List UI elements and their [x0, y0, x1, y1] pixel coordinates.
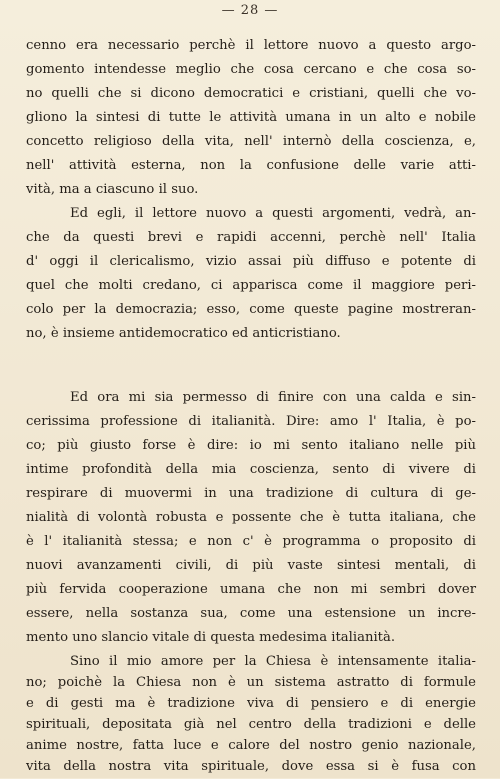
text-line: respirare di muovermi in una tradizione di cultura di ge- — [26, 486, 476, 501]
text-line: gliono la sintesi di tutte le attività umana in un alto e nobile — [26, 110, 476, 125]
text-line: è l' italianità stessa; e non c' è programma o proposito di — [26, 534, 476, 549]
text-line: no; poichè la Chiesa non è un sistema astratto di formule — [26, 675, 476, 690]
text-line: vità, ma a ciascuno il suo. — [26, 182, 199, 197]
text-line: Sino il mio amore per la Chiesa è intensamente italia- — [70, 654, 476, 669]
text-line: no quelli che si dicono democratici e cristiani, quelli che vo- — [26, 86, 476, 101]
text-line: colo per la democrazia; esso, come queste pagine mostreran- — [26, 302, 476, 317]
text-line: intime profondità della mia coscienza, sento di vivere di — [26, 462, 476, 477]
text-line: anime nostre, fatta luce e calore del nostro genio nazionale, — [26, 738, 476, 753]
text-line: cenno era necessario perchè il lettore nuovo a questo argo- — [26, 38, 476, 53]
text-line: nuovi avanzamenti civili, di più vaste sintesi mentali, di — [26, 558, 476, 573]
text-line: nell' attività esterna, non la confusione delle varie atti- — [26, 158, 476, 173]
text-line: Ed egli, il lettore nuovo a questi argomenti, vedrà, an- — [70, 206, 476, 221]
text-line: e di gesti ma è tradizione viva di pensiero e di energie — [26, 696, 476, 711]
text-line: spirituali, depositata già nel centro della tradizioni e delle — [26, 717, 476, 732]
text-line: che da questi brevi e rapidi accenni, perchè nell' Italia — [26, 230, 476, 245]
text-line: nialità di volontà robusta e possente che è tutta italiana, che — [26, 510, 476, 525]
page-number: — 28 — — [221, 3, 279, 18]
text-line: cerissima professione di italianità. Dire: amo l' Italia, è po- — [26, 414, 476, 429]
text-line: essere, nella sostanza sua, come una estensione un incre- — [26, 606, 476, 621]
text-line: quel che molti credano, ci apparisca come il maggiore peri- — [26, 278, 476, 293]
text-line: concetto religioso della vita, nell' internò della coscienza, e, — [26, 134, 476, 149]
text-line: mento uno slancio vitale di questa medesima italianità. — [26, 630, 396, 645]
text-line: vita della nostra vita spirituale, dove essa si è fusa con — [26, 759, 476, 774]
text-line: gomento intendesse meglio che cosa cercano e che cosa so- — [26, 62, 476, 77]
text-line: d' oggi il clericalismo, vizio assai più diffuso e potente di — [26, 254, 476, 269]
text-line: co; più giusto forse è dire: io mi sento italiano nelle più — [26, 438, 476, 453]
text-line: più fervida cooperazione umana che non mi sembri dover — [26, 582, 476, 597]
text-line: Ed ora mi sia permesso di finire con una calda e sin- — [70, 390, 476, 405]
text-line: no, è insieme antidemocratico ed anticristiano. — [26, 326, 341, 341]
